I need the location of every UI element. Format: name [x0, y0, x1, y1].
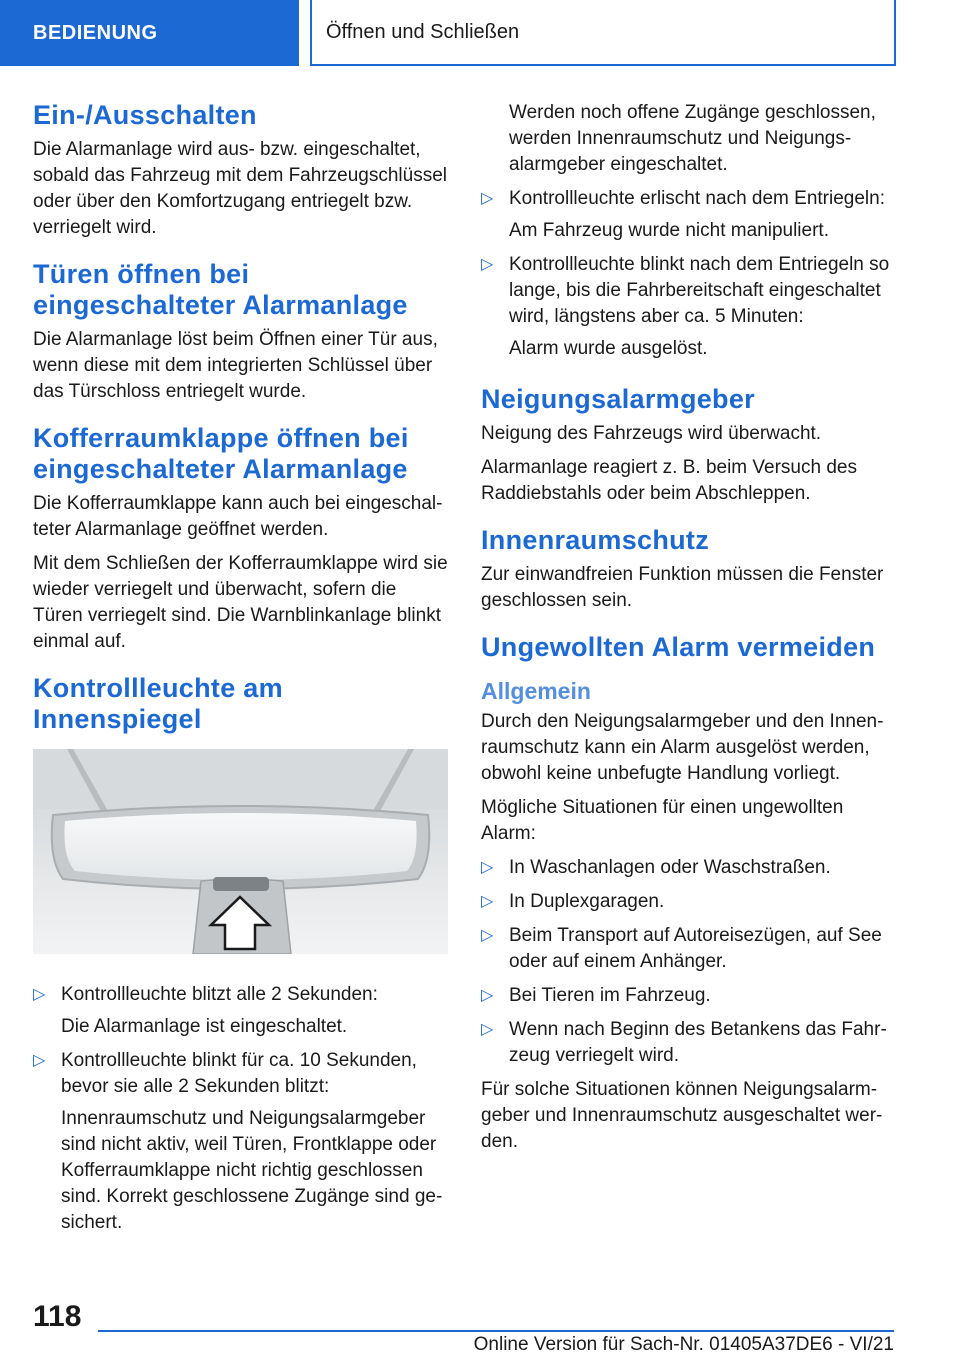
heading-ein-ausschalten: Ein-/Ausschalten [33, 100, 257, 130]
paragraph: Die Kofferraumklappe kann auch bei eingeschalteter Alarmanlage geöffnet werden. [33, 493, 443, 540]
triangle-bullet-icon: ▷ [481, 893, 494, 910]
heading-kontrollleuchte: Kontrollleuchte am Innenspiegel [33, 673, 283, 734]
section-ein-ausschalten [33, 100, 448, 241]
heading-kofferraumklappe: Kofferraumklappe öffnen bei eingeschalteter Alarmanlage [33, 423, 409, 484]
list-item: ▷ Kontrollleuchte blinkt für ca. 10 Sekunden, bevor sie alle 2 Sekunden blitzt: Innenraumschutz und Neigungsalarmgeber sind nicht aktiv, weil Türen, Frontklappe oder Kofferraumklappe nicht richtig geschlossen sind. Korrekt geschlossene Zugänge sind gesichert. [33, 1050, 443, 1233]
list-item: ▷ Beim Transport auf Autoreisezügen, auf See oder auf einem Anhänger. [481, 925, 882, 972]
indicator-list [33, 982, 448, 1236]
heading-ungewollter-alarm: Ungewollten Alarm vermeiden [481, 632, 876, 662]
triangle-bullet-icon: ▷ [33, 986, 46, 1003]
rearview-mirror-illustration [33, 749, 448, 954]
triangle-bullet-icon: ▷ [481, 927, 494, 944]
footer-divider [98, 1330, 894, 1332]
continued-paragraph: Werden noch offene Zugänge geschlossen, werden Innenraumschutz und Neigungsalarmgeber eingeschaltet. [509, 102, 876, 175]
list-item: ▷ Wenn nach Beginn des Betankens das Fahrzeug verriegelt wird. [481, 1019, 887, 1066]
right-column [481, 100, 896, 1173]
footer-version-text: Online Version für Sach-Nr. 01405A37DE6 - VI/21 [473, 1334, 894, 1355]
triangle-bullet-icon: ▷ [481, 256, 494, 273]
page-number: 118 [33, 1300, 82, 1333]
triangle-bullet-icon: ▷ [481, 190, 494, 207]
subheading-allgemein: Allgemein [481, 678, 591, 704]
section-kofferraumklappe [33, 423, 448, 655]
paragraph: Neigung des Fahrzeugs wird überwacht. [481, 423, 822, 444]
section-neigungsalarmgeber [481, 384, 896, 507]
section-tab: BEDIENUNG [0, 0, 299, 66]
list-item: ▷ Bei Tieren im Fahrzeug. [481, 983, 896, 1009]
situation-list [481, 855, 896, 1069]
triangle-bullet-icon: ▷ [33, 1052, 46, 1069]
list-item: ▷ Kontrollleuchte blitzt alle 2 Sekunden: Die Alarmanlage ist eingeschaltet. [33, 984, 378, 1037]
heading-tueren-oeffnen: Türen öffnen bei eingeschalteter Alarmanlage [33, 259, 408, 320]
paragraph: Für solche Situationen können Neigungsalarmgeber und Innenraumschutz ausgeschaltet werden. [481, 1079, 883, 1152]
list-item: ▷ Kontrollleuchte erlischt nach dem Entriegeln: Am Fahrzeug wurde nicht manipuliert. [481, 188, 885, 241]
list-item: ▷ In Duplexgaragen. [481, 889, 896, 915]
paragraph: Mögliche Situationen für einen ungewollten Alarm: [481, 797, 844, 844]
paragraph: Zur einwandfreien Funktion müssen die Fenster geschlossen sein. [481, 564, 884, 611]
indicator-list-continued [481, 186, 896, 362]
heading-neigungsalarmgeber: Neigungsalarmgeber [481, 384, 755, 414]
chapter-title: Öffnen und Schließen [310, 0, 896, 66]
left-column [33, 100, 448, 1254]
triangle-bullet-icon: ▷ [481, 1021, 494, 1038]
paragraph: Die Alarmanlage löst beim Öffnen einer Tür aus, wenn diese mit dem integrierten Schlüssel über das Türschloss entriegelt wurde. [33, 329, 438, 402]
paragraph: Mit dem Schließen der Kofferraumklappe wird sie wieder verriegelt und überwacht, sofern die Türen verriegelt sind. Die Warnblinkanlage blinkt einmal auf. [33, 553, 448, 652]
triangle-bullet-icon: ▷ [481, 859, 494, 876]
list-item: ▷ In Waschanlagen oder Waschstraßen. [481, 855, 896, 881]
section-ungewollter-alarm [481, 632, 896, 1155]
triangle-bullet-icon: ▷ [481, 987, 494, 1004]
paragraph: Durch den Neigungsalarmgeber und den Innenraumschutz kann ein Alarm ausgelöst werden, obwohl keine unbefugte Handlung vorliegt. [481, 711, 884, 784]
paragraph: Alarmanlage reagiert z. B. beim Versuch des Raddiebstahls oder beim Abschleppen. [481, 457, 857, 504]
heading-innenraumschutz: Innenraumschutz [481, 525, 710, 555]
section-tueren-oeffnen [33, 259, 448, 405]
section-innenraumschutz [481, 525, 896, 614]
section-kontrollleuchte [33, 673, 448, 1236]
paragraph: Die Alarmanlage wird aus- bzw. eingeschaltet, sobald das Fahrzeug mit dem Fahrzeugschlüssel oder über den Komfortzugang entriegelt bzw. verriegelt wird. [33, 139, 447, 238]
list-item: ▷ Kontrollleuchte blinkt nach dem Entriegeln so lange, bis die Fahrbereitschaft eingeschaltet wird, längstens aber ca. 5 Minuten: Alarm wurde ausgelöst. [481, 254, 890, 359]
